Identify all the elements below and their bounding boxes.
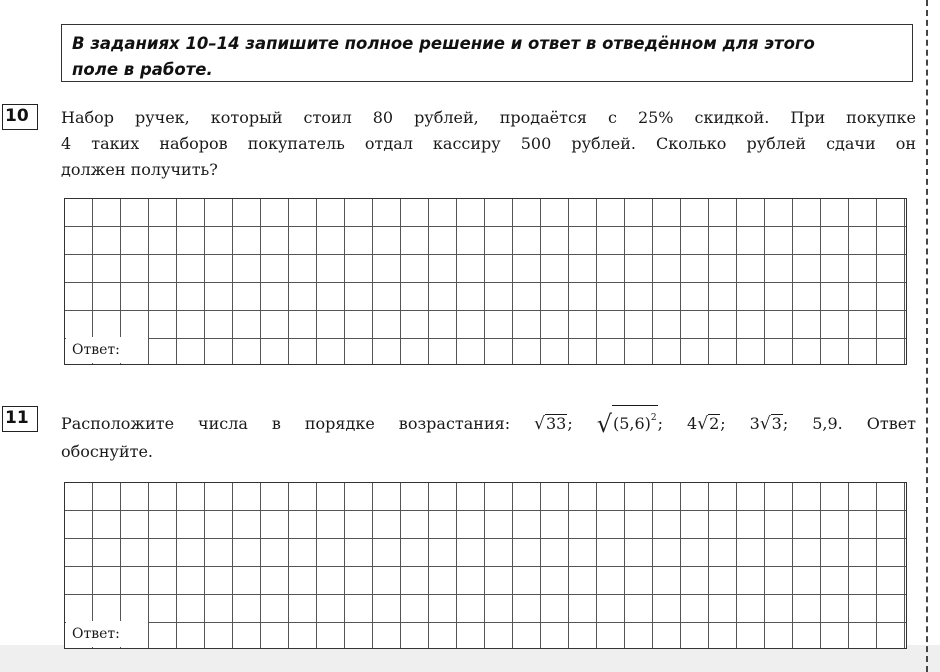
task-11-text — [61, 405, 916, 465]
term-3-sqrt-3: 3√3 — [749, 414, 782, 434]
task-10-line-3: должен получить? — [61, 160, 218, 179]
sqrt-33: √33 — [534, 414, 567, 434]
instruction-box — [61, 24, 913, 82]
answer-label-10: Ответ: — [66, 337, 149, 363]
task-10-text — [61, 105, 916, 183]
task-11-prefix: Расположите числа в порядке возрастания: — [61, 414, 511, 433]
task-10-line-1: Набор ручек, который стоил 80 рублей, продаётся с 25% скидкой. При покупке — [61, 108, 916, 127]
cut-line — [926, 0, 928, 672]
task-11-line-1: Расположите числа в порядке возрастания: √33; $√(5,6)^2$; 4√2; 3√3; 5,9. Ответ — [61, 405, 916, 438]
task-number-11: 11 — [2, 406, 38, 432]
term-5-9: 5,9 — [812, 414, 838, 433]
instruction-line-1: В заданиях 10–14 запишите полное решение и ответ в отведённом для этого — [72, 34, 815, 53]
answer-label-11: Ответ: — [66, 621, 149, 647]
answer-grid-10[interactable] — [64, 198, 907, 365]
task-11-line-2: обоснуйте. — [61, 442, 154, 461]
task-11-suffix: Ответ — [866, 414, 917, 433]
term-4-sqrt-2: 4√2 — [687, 414, 720, 434]
task-10-line-2: 4 таких наборов покупатель отдал кассиру 500 рублей. Сколько рублей сдачи он — [61, 134, 916, 153]
instruction-line-2: поле в работе. — [72, 60, 213, 79]
bottom-band — [0, 645, 940, 672]
task-number-10: 10 — [2, 104, 38, 130]
sqrt-5-6-squared: $√(5,6)^2$ — [597, 405, 658, 438]
answer-grid-11[interactable] — [64, 482, 907, 649]
